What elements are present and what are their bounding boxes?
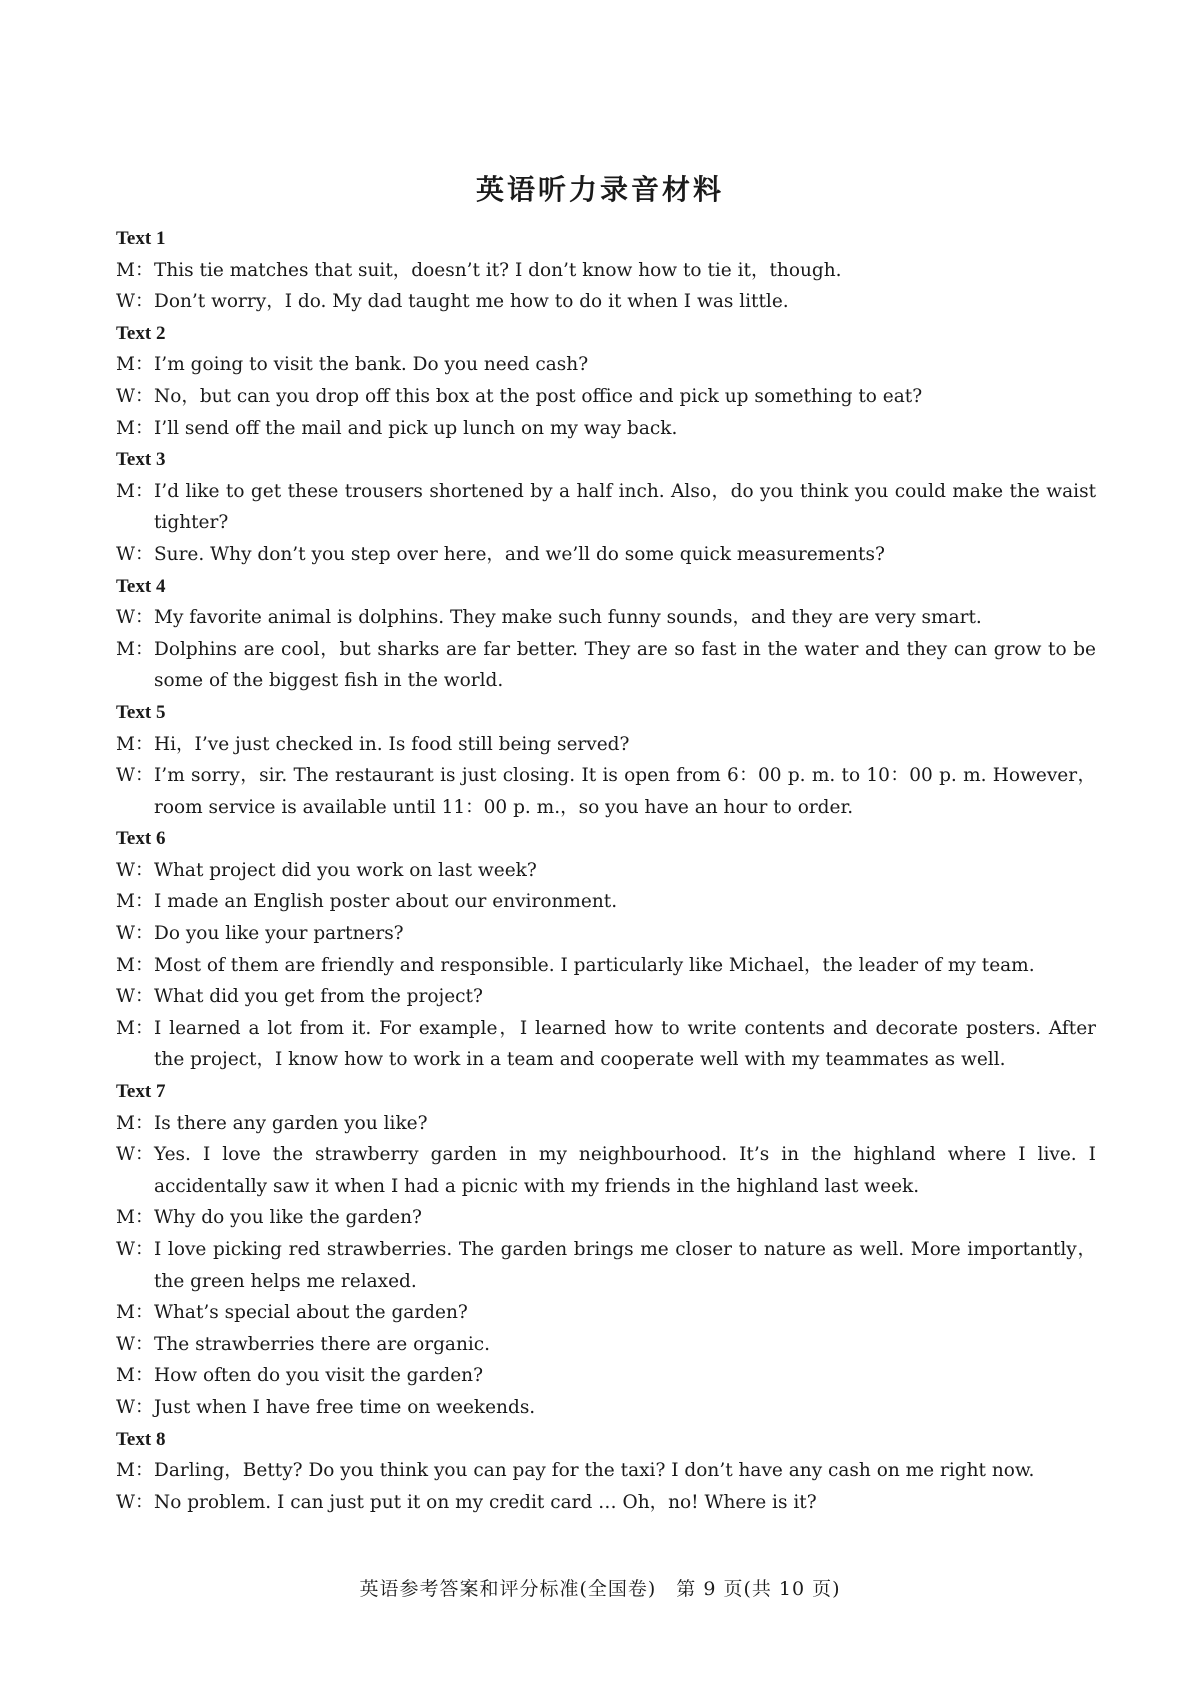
dialogue-line: [116, 476, 1096, 539]
dialogue-line: [116, 918, 1096, 950]
dialogue-line: [116, 539, 1096, 571]
dialogue-line: [116, 349, 1096, 381]
dialogue-text: No problem. I can just put it on my credit card … Oh，no! Where is it?: [154, 1491, 817, 1513]
page-title: 英语听力录音材料: [475, 173, 724, 206]
dialogue-line: [116, 950, 1096, 982]
dialogue-text: What’s special about the garden?: [154, 1302, 468, 1324]
dialogue-line: [116, 1013, 1096, 1076]
speaker-label: M：: [116, 354, 154, 376]
dialogue-text: I’m going to visit the bank. Do you need cash?: [154, 354, 589, 376]
dialogue-line: [116, 1234, 1096, 1297]
speaker-label: W：: [116, 765, 154, 787]
speaker-label: M：: [116, 259, 154, 281]
speaker-label: W：: [116, 385, 154, 407]
dialogue-line: [116, 413, 1096, 445]
dialogue-line: [116, 1392, 1096, 1424]
dialogue-line: [116, 602, 1096, 634]
dialogue-text: Dolphins are cool，but sharks are far better. They are so fast in the water and they can grow to be some of the biggest fish in the world.: [154, 638, 1096, 692]
dialogue-line: [116, 634, 1096, 697]
dialogue-text: Just when I have free time on weekends.: [154, 1396, 536, 1418]
dialogue-line: [116, 255, 1096, 287]
dialogue-line: [116, 1297, 1096, 1329]
dialogue-text: Is there any garden you like?: [154, 1112, 428, 1134]
dialogue-text: I’d like to get these trousers shortened by a half inch. Also，do you think you could make the waist tighter?: [154, 480, 1096, 534]
speaker-label: W：: [116, 986, 154, 1008]
dialogue-text: Sure. Why don’t you step over here，and we’ll do some quick measurements?: [154, 543, 885, 565]
dialogue-line: [116, 1139, 1096, 1202]
section-label: Text 3: [116, 449, 166, 471]
speaker-label: M：: [116, 417, 154, 439]
section-label: Text 1: [116, 228, 166, 249]
dialogue-text: Why do you like the garden?: [154, 1207, 422, 1229]
dialogue-text: Most of them are friendly and responsible. I particularly like Michael，the leader of my team.: [154, 954, 1035, 976]
section-label: Text 8: [116, 1428, 166, 1450]
speaker-label: W：: [116, 859, 154, 881]
speaker-label: W：: [116, 923, 154, 945]
dialogue-text: Don’t worry，I do. My dad taught me how to do it when I was little.: [154, 291, 789, 313]
dialogue-text: How often do you visit the garden?: [154, 1365, 484, 1387]
dialogue-line: [116, 1360, 1096, 1392]
speaker-label: W：: [116, 291, 154, 313]
dialogue-line: [116, 981, 1096, 1013]
dialogue-text: I made an English poster about our environment.: [154, 891, 618, 913]
section-label: Text 2: [116, 322, 166, 344]
dialogue-text: Darling，Betty? Do you think you can pay for the taxi? I don’t have any cash on me right now.: [154, 1460, 1035, 1482]
speaker-label: M：: [116, 1207, 154, 1229]
section-label: Text 5: [116, 701, 166, 723]
speaker-label: M：: [116, 1302, 154, 1324]
dialogue-line: [116, 381, 1096, 413]
dialogue-text: I love picking red strawberries. The garden brings me closer to nature as well. More importantly，the green helps me relaxed.: [154, 1239, 1096, 1292]
dialogue-text: I’m sorry，sir. The restaurant is just closing. It is open from 6：00 p. m. to 10：00 p. m. However，room service is available until 11：00 p. m.，so you have an hour to order.: [154, 765, 1096, 818]
dialogue-line: [116, 1329, 1096, 1361]
dialogue-text: Hi，I’ve just checked in. Is food still being served?: [154, 733, 630, 755]
dialogue-text: No，but can you drop off this box at the post office and pick up something to eat?: [154, 385, 923, 407]
dialogue-line: [116, 1108, 1096, 1140]
dialogue-line: [116, 1487, 1096, 1519]
dialogue-text: Yes. I love the strawberry garden in my neighbourhood. It’s in the highland where I live. I accidentally saw it when I had a picnic with my friends in the highland last week.: [154, 1144, 1096, 1197]
speaker-label: M：: [116, 891, 154, 913]
transcript-body: [116, 223, 1096, 1518]
dialogue-line: [116, 760, 1096, 823]
page-footer: 英语参考答案和评分标准(全国卷) 第 9 页(共 10 页): [359, 1578, 841, 1600]
dialogue-text: My favorite animal is dolphins. They make such funny sounds，and they are very smart.: [154, 607, 982, 629]
speaker-label: W：: [116, 1239, 154, 1260]
dialogue-line: [116, 729, 1096, 761]
dialogue-line: [116, 1202, 1096, 1234]
speaker-label: W：: [116, 1396, 154, 1418]
speaker-label: W：: [116, 607, 154, 629]
speaker-label: W：: [116, 543, 154, 565]
dialogue-text: Do you like your partners?: [154, 923, 404, 945]
dialogue-text: What project did you work on last week?: [154, 859, 537, 881]
speaker-label: M：: [116, 1017, 154, 1039]
speaker-label: M：: [116, 1112, 154, 1134]
dialogue-line: [116, 855, 1096, 887]
dialogue-line: [116, 286, 1096, 318]
speaker-label: W：: [116, 1333, 154, 1355]
speaker-label: M：: [116, 1460, 154, 1482]
speaker-label: W：: [116, 1491, 154, 1513]
speaker-label: M：: [116, 733, 154, 755]
dialogue-line: [116, 1455, 1096, 1487]
speaker-label: M：: [116, 638, 154, 660]
speaker-label: W：: [116, 1144, 154, 1166]
section-label: Text 7: [116, 1081, 166, 1103]
dialogue-text: The strawberries there are organic.: [154, 1333, 491, 1355]
speaker-label: M：: [116, 480, 154, 502]
section-label: Text 4: [116, 575, 166, 597]
section-label: Text 6: [116, 828, 166, 850]
speaker-label: M：: [116, 954, 154, 976]
dialogue-text: What did you get from the project?: [154, 986, 483, 1008]
dialogue-text: This tie matches that suit，doesn’t it? I don’t know how to tie it，though.: [154, 259, 842, 281]
dialogue-text: I learned a lot from it. For example，I learned how to write contents and decorate posters. After the project，I know how to work in a team and cooperate well with my teammates as well.: [154, 1017, 1096, 1071]
speaker-label: M：: [116, 1365, 154, 1387]
dialogue-text: I’ll send off the mail and pick up lunch on my way back.: [154, 417, 678, 439]
dialogue-line: [116, 886, 1096, 918]
